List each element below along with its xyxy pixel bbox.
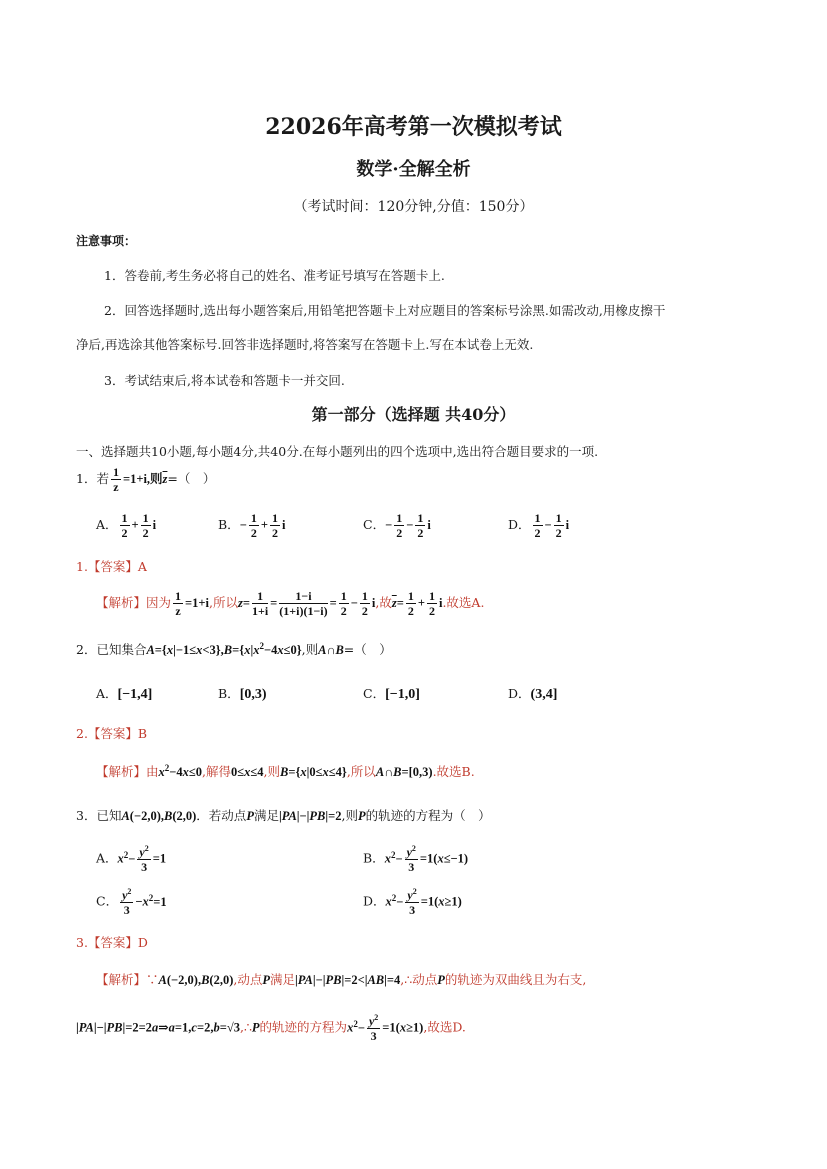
question-3-solution-line-1: 【解析】∵A(−2,0),B(2,0),动点P满足|PA|−|PB|=2<|AB|=4,∴动点P的轨迹为双曲线且为右支, <box>96 972 587 987</box>
question-2-option-a[interactable]: A．[−1,4] <box>96 686 153 702</box>
section-title: 第一部分（选择题 共40分） <box>311 405 516 424</box>
question-2-option-b[interactable]: B．[0,3) <box>218 686 267 702</box>
question-1-solution: 【解析】因为 $\frac{1}{z}$ =1+i,所以z= $\frac{1}{1+i}$ = $\frac{1-i}{(1+i)(1-i)}$ = $\frac{1}{2}$ − $\frac{1}{2}$ i,故$\overline{z}=$ $\frac{1}{2}$ + $\frac{1}{2}$ i.故选A. <box>96 589 485 618</box>
note-item: 净后,再选涂其他答案标号.回答非选择题时,将答案写在答题卡上.写在本试卷上无效. <box>76 337 534 352</box>
question-2-stem: 2．已知集合$A=\{x|-1\le x<3\},B=\{x|x^2-4x\le 0\}$,则A∩B=（ ） <box>76 640 392 657</box>
section-instruction: 一、选择题共10小题,每小题4分,共40分.在每小题列出的四个选项中,选出符合题目要求的一项. <box>76 444 599 459</box>
note-item: 1．答卷前,考生务必将自己的姓名、准考证号填写在答题卡上. <box>104 268 445 283</box>
question-1-answer: 1.【答案】A <box>76 559 147 574</box>
note-item: 2．回答选择题时,选出每小题答案后,用铅笔把答题卡上对应题目的答案标号涂黑.如需改动,用橡皮擦干 <box>104 303 666 318</box>
page-title: 22026年高考第一次模拟考试 <box>265 114 562 140</box>
question-3-answer: 3.【答案】D <box>76 935 148 950</box>
question-3-option-a[interactable]: A．$x^2-$ $\frac{y^2}{3}$ =1 <box>96 844 167 874</box>
question-3-option-b[interactable]: B．$x^2-$ $\frac{y^2}{3}$ =1(x≤−1) <box>363 844 469 874</box>
question-1-option-d[interactable]: D． $\frac{1}{2}$ − $\frac{1}{2}$ i <box>508 511 570 540</box>
question-2-option-c[interactable]: C．[−1,0] <box>363 686 420 702</box>
question-1-stem: 1．若 $\frac{1}{z}$ =1+i,则$\overline{z}=$（ ） <box>76 465 216 494</box>
question-3-stem: 3．已知A(−2,0),B(2,0)．若动点P满足|PA|−|PB|=2,则P的轨迹的方程为（ ） <box>76 808 491 823</box>
page-subtitle: 数学·全解全析 <box>356 159 471 180</box>
notes-heading: 注意事项： <box>76 234 137 248</box>
note-item: 3．考试结束后,将本试卷和答题卡一并交回. <box>104 373 345 388</box>
question-2-answer: 2.【答案】B <box>76 726 148 741</box>
question-1-option-b[interactable]: B．− $\frac{1}{2}$ + $\frac{1}{2}$ i <box>218 511 286 540</box>
question-3-solution-line-2: |PA|−|PB|=2=2a⇒a=1,c=2,b=√3,∴P的轨迹的方程为$x^2-$ $\frac{y^2}{3}$ =1(x≥1),故选D. <box>76 1013 466 1043</box>
question-3-option-d[interactable]: D．$x^2-$ $\frac{y^2}{3}$ =1(x≥1) <box>363 887 462 917</box>
exam-info: （考试时间：120分钟,分值：150分） <box>293 199 534 215</box>
question-1-option-c[interactable]: C．− $\frac{1}{2}$ − $\frac{1}{2}$ i <box>363 511 431 540</box>
question-2-option-d[interactable]: D．(3,4] <box>508 686 558 702</box>
question-1-option-a[interactable]: A． $\frac{1}{2}$ + $\frac{1}{2}$ i <box>96 511 157 540</box>
question-2-solution: 【解析】由$x^2-4x\le 0$,解得0≤x≤4,则B={x|0≤x≤4},所以A∩B=[0,3).故选B. <box>96 762 475 779</box>
question-3-option-c[interactable]: C． $\frac{y^2}{3}$ $-x^2=1$ <box>96 887 167 917</box>
